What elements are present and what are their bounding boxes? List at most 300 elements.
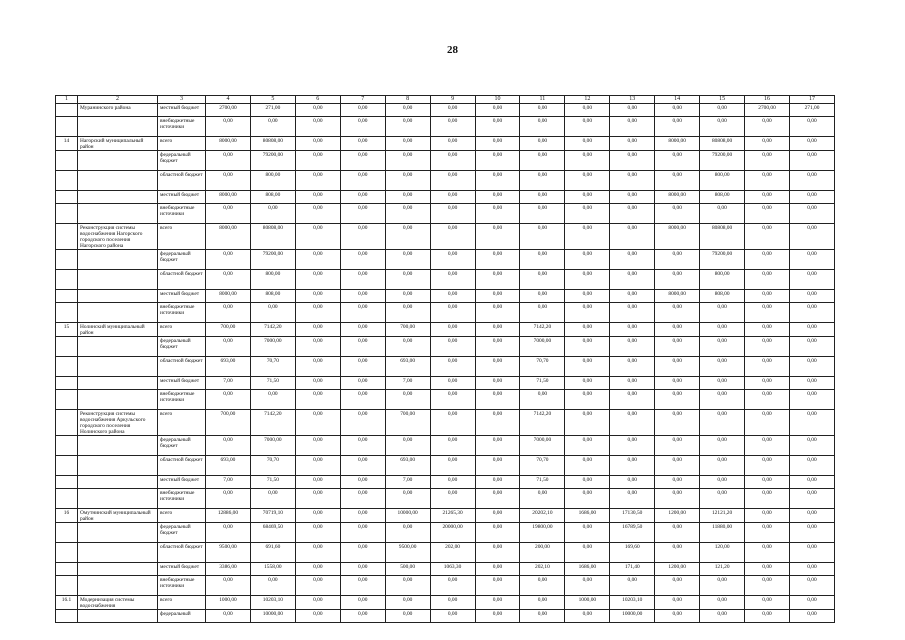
value-cell: 0,00 bbox=[295, 390, 340, 410]
value-cell: 0,00 bbox=[295, 543, 340, 563]
value-cell: 693,00 bbox=[206, 456, 251, 476]
item-name-cell: Реконструкция системы водоснабжения Нагорского городского поселения Нагорского района bbox=[78, 224, 158, 250]
value-cell: 0,00 bbox=[610, 117, 655, 137]
value-cell: 0,00 bbox=[430, 137, 475, 151]
value-cell: 0,00 bbox=[610, 489, 655, 509]
row-number-cell bbox=[56, 576, 78, 596]
value-cell: 7,00 bbox=[206, 476, 251, 489]
value-cell: 0,00 bbox=[565, 337, 610, 357]
header-cell: 6 bbox=[295, 96, 340, 104]
value-cell: 0,00 bbox=[385, 104, 430, 117]
value-cell: 0,00 bbox=[745, 436, 790, 456]
value-cell: 8000,00 bbox=[655, 224, 700, 250]
item-name-cell bbox=[78, 476, 158, 489]
value-cell: 80808,00 bbox=[250, 224, 295, 250]
value-cell: 0,00 bbox=[295, 137, 340, 151]
value-cell: 8000,00 bbox=[206, 137, 251, 151]
value-cell: 0,00 bbox=[206, 337, 251, 357]
value-cell: 693,00 bbox=[206, 357, 251, 377]
value-cell: 0,00 bbox=[745, 523, 790, 543]
row-number-cell: 14 bbox=[56, 137, 78, 151]
value-cell: 0,00 bbox=[520, 104, 565, 117]
row-number-cell: 16 bbox=[56, 509, 78, 523]
item-name-cell bbox=[78, 563, 158, 576]
value-cell: 0,00 bbox=[430, 191, 475, 204]
value-cell: 0,00 bbox=[475, 250, 520, 270]
funding-source-cell: всего bbox=[158, 596, 206, 610]
row-number-cell bbox=[56, 377, 78, 390]
header-cell: 16 bbox=[745, 96, 790, 104]
row-number-cell bbox=[56, 250, 78, 270]
row-number-cell: 16.1 bbox=[56, 596, 78, 610]
value-cell: 3386,00 bbox=[206, 563, 251, 576]
value-cell: 0,00 bbox=[745, 456, 790, 476]
value-cell: 0,00 bbox=[385, 523, 430, 543]
value-cell: 0,00 bbox=[430, 390, 475, 410]
value-cell: 0,00 bbox=[520, 290, 565, 303]
value-cell: 0,00 bbox=[655, 151, 700, 171]
value-cell: 0,00 bbox=[250, 117, 295, 137]
funding-source-cell: всего bbox=[158, 323, 206, 337]
header-cell: 12 bbox=[565, 96, 610, 104]
value-cell: 8000,00 bbox=[206, 290, 251, 303]
value-cell: 0,00 bbox=[610, 357, 655, 377]
value-cell: 171,40 bbox=[610, 563, 655, 576]
header-cell: 9 bbox=[430, 96, 475, 104]
value-cell: 9500,00 bbox=[385, 543, 430, 563]
funding-source-cell: федеральный бюджет bbox=[158, 436, 206, 456]
value-cell: 0,00 bbox=[430, 151, 475, 171]
table-row bbox=[56, 357, 835, 377]
value-cell: 0,00 bbox=[745, 357, 790, 377]
table-row bbox=[56, 436, 835, 456]
value-cell: 0,00 bbox=[206, 610, 251, 623]
item-name-cell bbox=[78, 456, 158, 476]
value-cell: 2700,00 bbox=[745, 104, 790, 117]
value-cell: 808,00 bbox=[250, 191, 295, 204]
value-cell: 0,00 bbox=[745, 303, 790, 323]
value-cell: 0,00 bbox=[385, 576, 430, 596]
value-cell: 0,00 bbox=[206, 151, 251, 171]
value-cell: 0,00 bbox=[745, 137, 790, 151]
value-cell: 0,00 bbox=[565, 117, 610, 137]
item-name-cell: Модернизация системы водоснабжения bbox=[78, 596, 158, 610]
row-number-cell bbox=[56, 523, 78, 543]
value-cell: 0,00 bbox=[610, 204, 655, 224]
value-cell: 0,00 bbox=[745, 476, 790, 489]
value-cell: 0,00 bbox=[700, 204, 745, 224]
value-cell: 0,00 bbox=[206, 250, 251, 270]
value-cell: 0,00 bbox=[340, 357, 385, 377]
value-cell: 800,00 bbox=[700, 270, 745, 290]
value-cell: 0,00 bbox=[610, 171, 655, 191]
item-name-cell: Муранинского района bbox=[78, 104, 158, 117]
value-cell: 202,10 bbox=[520, 563, 565, 576]
table-row bbox=[56, 576, 835, 596]
value-cell: 0,00 bbox=[340, 596, 385, 610]
table-row bbox=[56, 509, 835, 523]
header-cell: 10 bbox=[475, 96, 520, 104]
value-cell: 0,00 bbox=[789, 323, 834, 337]
value-cell: 8000,00 bbox=[206, 224, 251, 250]
value-cell: 0,00 bbox=[700, 390, 745, 410]
value-cell: 0,00 bbox=[475, 151, 520, 171]
value-cell: 0,00 bbox=[789, 171, 834, 191]
value-cell: 0,00 bbox=[295, 303, 340, 323]
value-cell: 0,00 bbox=[340, 436, 385, 456]
value-cell: 70,70 bbox=[250, 357, 295, 377]
table-row bbox=[56, 337, 835, 357]
value-cell: 0,00 bbox=[295, 610, 340, 623]
row-number-cell bbox=[56, 204, 78, 224]
value-cell: 21265,30 bbox=[430, 509, 475, 523]
value-cell: 0,00 bbox=[700, 489, 745, 509]
value-cell: 0,00 bbox=[340, 377, 385, 390]
value-cell: 200,00 bbox=[520, 543, 565, 563]
value-cell: 271,00 bbox=[250, 104, 295, 117]
value-cell: 0,00 bbox=[385, 151, 430, 171]
value-cell: 0,00 bbox=[295, 476, 340, 489]
funding-source-cell: областной бюджет bbox=[158, 456, 206, 476]
table-row bbox=[56, 303, 835, 323]
value-cell: 0,00 bbox=[789, 337, 834, 357]
value-cell: 0,00 bbox=[295, 250, 340, 270]
funding-source-cell: федеральный бюджет bbox=[158, 250, 206, 270]
value-cell: 17130,50 bbox=[610, 509, 655, 523]
value-cell: 0,00 bbox=[655, 323, 700, 337]
value-cell: 0,00 bbox=[700, 303, 745, 323]
header-cell: 4 bbox=[206, 96, 251, 104]
table-row bbox=[56, 543, 835, 563]
value-cell: 0,00 bbox=[789, 390, 834, 410]
value-cell: 0,00 bbox=[206, 171, 251, 191]
value-cell: 20000,00 bbox=[430, 523, 475, 543]
header-cell: 1 bbox=[56, 96, 78, 104]
value-cell: 0,00 bbox=[340, 610, 385, 623]
row-number-cell bbox=[56, 224, 78, 250]
item-name-cell bbox=[78, 610, 158, 623]
row-number-cell bbox=[56, 104, 78, 117]
value-cell: 0,00 bbox=[789, 191, 834, 204]
value-cell: 71,50 bbox=[250, 476, 295, 489]
value-cell: 0,00 bbox=[565, 323, 610, 337]
value-cell: 0,00 bbox=[295, 456, 340, 476]
value-cell: 0,00 bbox=[340, 476, 385, 489]
item-name-cell bbox=[78, 436, 158, 456]
value-cell: 1200,00 bbox=[655, 509, 700, 523]
header-cell: 17 bbox=[789, 96, 834, 104]
value-cell: 7142,20 bbox=[250, 323, 295, 337]
table-row bbox=[56, 610, 835, 623]
value-cell: 0,00 bbox=[745, 337, 790, 357]
value-cell: 0,00 bbox=[430, 224, 475, 250]
value-cell: 0,00 bbox=[385, 436, 430, 456]
value-cell: 693,00 bbox=[385, 357, 430, 377]
value-cell: 0,00 bbox=[295, 191, 340, 204]
value-cell: 0,00 bbox=[340, 191, 385, 204]
value-cell: 121,20 bbox=[700, 563, 745, 576]
value-cell: 700,00 bbox=[385, 410, 430, 436]
value-cell: 0,00 bbox=[610, 337, 655, 357]
value-cell: 0,00 bbox=[655, 104, 700, 117]
page-number: 28 bbox=[447, 44, 458, 56]
funding-source-cell: федеральный бюджет bbox=[158, 337, 206, 357]
value-cell: 0,00 bbox=[340, 224, 385, 250]
value-cell: 1686,00 bbox=[565, 563, 610, 576]
value-cell: 0,00 bbox=[295, 151, 340, 171]
value-cell: 0,00 bbox=[789, 290, 834, 303]
row-number-cell bbox=[56, 270, 78, 290]
value-cell: 0,00 bbox=[745, 224, 790, 250]
row-number-cell bbox=[56, 563, 78, 576]
value-cell: 0,00 bbox=[430, 303, 475, 323]
value-cell: 80808,00 bbox=[250, 137, 295, 151]
item-name-cell bbox=[78, 117, 158, 137]
table-row bbox=[56, 250, 835, 270]
value-cell: 9500,00 bbox=[206, 543, 251, 563]
value-cell: 0,00 bbox=[295, 436, 340, 456]
value-cell: 0,00 bbox=[475, 563, 520, 576]
funding-source-cell: внебюджетные источники bbox=[158, 489, 206, 509]
value-cell: 10000,00 bbox=[610, 610, 655, 623]
value-cell: 71,50 bbox=[520, 377, 565, 390]
value-cell: 8000,00 bbox=[206, 191, 251, 204]
value-cell: 0,00 bbox=[789, 410, 834, 436]
funding-source-cell: федеральный бюджет bbox=[158, 151, 206, 171]
value-cell: 0,00 bbox=[655, 337, 700, 357]
value-cell: 10203,10 bbox=[610, 596, 655, 610]
value-cell: 0,00 bbox=[340, 250, 385, 270]
value-cell: 0,00 bbox=[789, 456, 834, 476]
budget-table bbox=[55, 95, 835, 623]
row-number-cell bbox=[56, 456, 78, 476]
value-cell: 0,00 bbox=[565, 303, 610, 323]
value-cell: 0,00 bbox=[340, 151, 385, 171]
value-cell: 0,00 bbox=[475, 390, 520, 410]
table-row bbox=[56, 563, 835, 576]
value-cell: 0,00 bbox=[610, 410, 655, 436]
value-cell: 0,00 bbox=[745, 377, 790, 390]
funding-source-cell: внебюджетные источники bbox=[158, 303, 206, 323]
funding-source-cell: всего bbox=[158, 410, 206, 436]
value-cell: 700,00 bbox=[206, 323, 251, 337]
value-cell: 70,70 bbox=[520, 357, 565, 377]
table-row bbox=[56, 191, 835, 204]
value-cell: 0,00 bbox=[295, 509, 340, 523]
row-number-cell bbox=[56, 151, 78, 171]
value-cell: 0,00 bbox=[295, 523, 340, 543]
value-cell: 0,00 bbox=[565, 377, 610, 390]
item-name-cell bbox=[78, 151, 158, 171]
value-cell: 700,00 bbox=[206, 410, 251, 436]
value-cell: 800,00 bbox=[250, 270, 295, 290]
value-cell: 0,00 bbox=[745, 204, 790, 224]
value-cell: 0,00 bbox=[520, 596, 565, 610]
header-cell: 8 bbox=[385, 96, 430, 104]
table-row bbox=[56, 523, 835, 543]
value-cell: 0,00 bbox=[385, 171, 430, 191]
value-cell: 800,00 bbox=[700, 171, 745, 191]
value-cell: 0,00 bbox=[610, 436, 655, 456]
value-cell: 0,00 bbox=[475, 204, 520, 224]
item-name-cell bbox=[78, 377, 158, 390]
value-cell: 0,00 bbox=[430, 104, 475, 117]
value-cell: 0,00 bbox=[475, 377, 520, 390]
value-cell: 202,00 bbox=[430, 543, 475, 563]
value-cell: 0,00 bbox=[745, 509, 790, 523]
value-cell: 0,00 bbox=[610, 303, 655, 323]
table-row bbox=[56, 151, 835, 171]
value-cell: 19800,00 bbox=[520, 523, 565, 543]
value-cell: 0,00 bbox=[745, 610, 790, 623]
value-cell: 7142,20 bbox=[250, 410, 295, 436]
funding-source-cell: местный бюджет bbox=[158, 377, 206, 390]
funding-source-cell: внебюджетные источники bbox=[158, 204, 206, 224]
value-cell: 0,00 bbox=[430, 596, 475, 610]
value-cell: 0,00 bbox=[789, 596, 834, 610]
value-cell: 0,00 bbox=[655, 377, 700, 390]
value-cell: 1200,00 bbox=[655, 563, 700, 576]
value-cell: 0,00 bbox=[385, 596, 430, 610]
value-cell: 0,00 bbox=[565, 224, 610, 250]
item-name-cell bbox=[78, 523, 158, 543]
value-cell: 0,00 bbox=[430, 270, 475, 290]
header-cell: 11 bbox=[520, 96, 565, 104]
value-cell: 0,00 bbox=[655, 456, 700, 476]
value-cell: 0,00 bbox=[475, 104, 520, 117]
value-cell: 0,00 bbox=[385, 250, 430, 270]
value-cell: 0,00 bbox=[610, 224, 655, 250]
value-cell: 0,00 bbox=[789, 204, 834, 224]
value-cell: 0,00 bbox=[430, 250, 475, 270]
table-row bbox=[56, 204, 835, 224]
value-cell: 500,00 bbox=[385, 563, 430, 576]
value-cell: 70,70 bbox=[520, 456, 565, 476]
value-cell: 0,00 bbox=[385, 337, 430, 357]
value-cell: 0,00 bbox=[430, 171, 475, 191]
value-cell: 0,00 bbox=[610, 290, 655, 303]
value-cell: 0,00 bbox=[610, 191, 655, 204]
item-name-cell bbox=[78, 357, 158, 377]
header-cell: 15 bbox=[700, 96, 745, 104]
value-cell: 0,00 bbox=[250, 489, 295, 509]
row-number-cell bbox=[56, 410, 78, 436]
funding-source-cell: всего bbox=[158, 509, 206, 523]
value-cell: 0,00 bbox=[295, 377, 340, 390]
value-cell: 0,00 bbox=[295, 117, 340, 137]
table-header-row bbox=[56, 96, 835, 104]
table-row bbox=[56, 476, 835, 489]
row-number-cell bbox=[56, 191, 78, 204]
table-row bbox=[56, 596, 835, 610]
table-row bbox=[56, 410, 835, 436]
value-cell: 0,00 bbox=[789, 377, 834, 390]
item-name-cell bbox=[78, 576, 158, 596]
value-cell: 0,00 bbox=[385, 224, 430, 250]
value-cell: 0,00 bbox=[475, 270, 520, 290]
value-cell: 80808,00 bbox=[700, 137, 745, 151]
value-cell: 0,00 bbox=[475, 224, 520, 250]
value-cell: 0,00 bbox=[745, 270, 790, 290]
value-cell: 0,00 bbox=[520, 250, 565, 270]
value-cell: 0,00 bbox=[655, 436, 700, 456]
value-cell: 0,00 bbox=[475, 523, 520, 543]
value-cell: 0,00 bbox=[745, 117, 790, 137]
value-cell: 0,00 bbox=[745, 410, 790, 436]
value-cell: 0,00 bbox=[340, 323, 385, 337]
value-cell: 0,00 bbox=[610, 137, 655, 151]
value-cell: 0,00 bbox=[655, 250, 700, 270]
row-number-cell bbox=[56, 171, 78, 191]
value-cell: 1686,00 bbox=[565, 509, 610, 523]
value-cell: 0,00 bbox=[565, 250, 610, 270]
funding-source-cell: федеральный bbox=[158, 610, 206, 623]
value-cell: 0,00 bbox=[789, 576, 834, 596]
value-cell: 0,00 bbox=[655, 543, 700, 563]
value-cell: 0,00 bbox=[789, 563, 834, 576]
funding-source-cell: внебюджетные источники bbox=[158, 576, 206, 596]
value-cell: 808,00 bbox=[700, 191, 745, 204]
value-cell: 0,00 bbox=[475, 137, 520, 151]
value-cell: 0,00 bbox=[250, 204, 295, 224]
value-cell: 0,00 bbox=[340, 104, 385, 117]
row-number-cell bbox=[56, 543, 78, 563]
item-name-cell bbox=[78, 171, 158, 191]
table-row bbox=[56, 224, 835, 250]
header-cell: 7 bbox=[340, 96, 385, 104]
value-cell: 0,00 bbox=[700, 596, 745, 610]
value-cell: 0,00 bbox=[340, 137, 385, 151]
value-cell: 0,00 bbox=[700, 104, 745, 117]
value-cell: 0,00 bbox=[295, 290, 340, 303]
value-cell: 0,00 bbox=[655, 204, 700, 224]
value-cell: 0,00 bbox=[340, 117, 385, 137]
value-cell: 7142,20 bbox=[520, 410, 565, 436]
value-cell: 0,00 bbox=[295, 204, 340, 224]
value-cell: 0,00 bbox=[745, 171, 790, 191]
value-cell: 0,00 bbox=[565, 204, 610, 224]
value-cell: 0,00 bbox=[565, 410, 610, 436]
item-name-cell bbox=[78, 250, 158, 270]
value-cell: 0,00 bbox=[520, 117, 565, 137]
value-cell: 0,00 bbox=[340, 563, 385, 576]
value-cell: 0,00 bbox=[745, 151, 790, 171]
value-cell: 7142,20 bbox=[520, 323, 565, 337]
value-cell: 0,00 bbox=[565, 390, 610, 410]
table-row bbox=[56, 171, 835, 191]
value-cell: 0,00 bbox=[430, 204, 475, 224]
funding-source-cell: областной бюджет bbox=[158, 543, 206, 563]
value-cell: 0,00 bbox=[610, 576, 655, 596]
value-cell: 7000,00 bbox=[250, 337, 295, 357]
value-cell: 0,00 bbox=[565, 476, 610, 489]
value-cell: 0,00 bbox=[700, 436, 745, 456]
value-cell: 0,00 bbox=[475, 337, 520, 357]
value-cell: 0,00 bbox=[655, 489, 700, 509]
value-cell: 0,00 bbox=[610, 476, 655, 489]
value-cell: 68469,50 bbox=[250, 523, 295, 543]
value-cell: 0,00 bbox=[385, 489, 430, 509]
value-cell: 0,00 bbox=[789, 303, 834, 323]
value-cell: 0,00 bbox=[475, 436, 520, 456]
value-cell: 0,00 bbox=[520, 489, 565, 509]
table-row bbox=[56, 104, 835, 117]
value-cell: 0,00 bbox=[430, 357, 475, 377]
value-cell: 7,00 bbox=[385, 476, 430, 489]
funding-source-cell: областной бюджет bbox=[158, 357, 206, 377]
value-cell: 0,00 bbox=[789, 224, 834, 250]
value-cell: 1063,30 bbox=[430, 563, 475, 576]
